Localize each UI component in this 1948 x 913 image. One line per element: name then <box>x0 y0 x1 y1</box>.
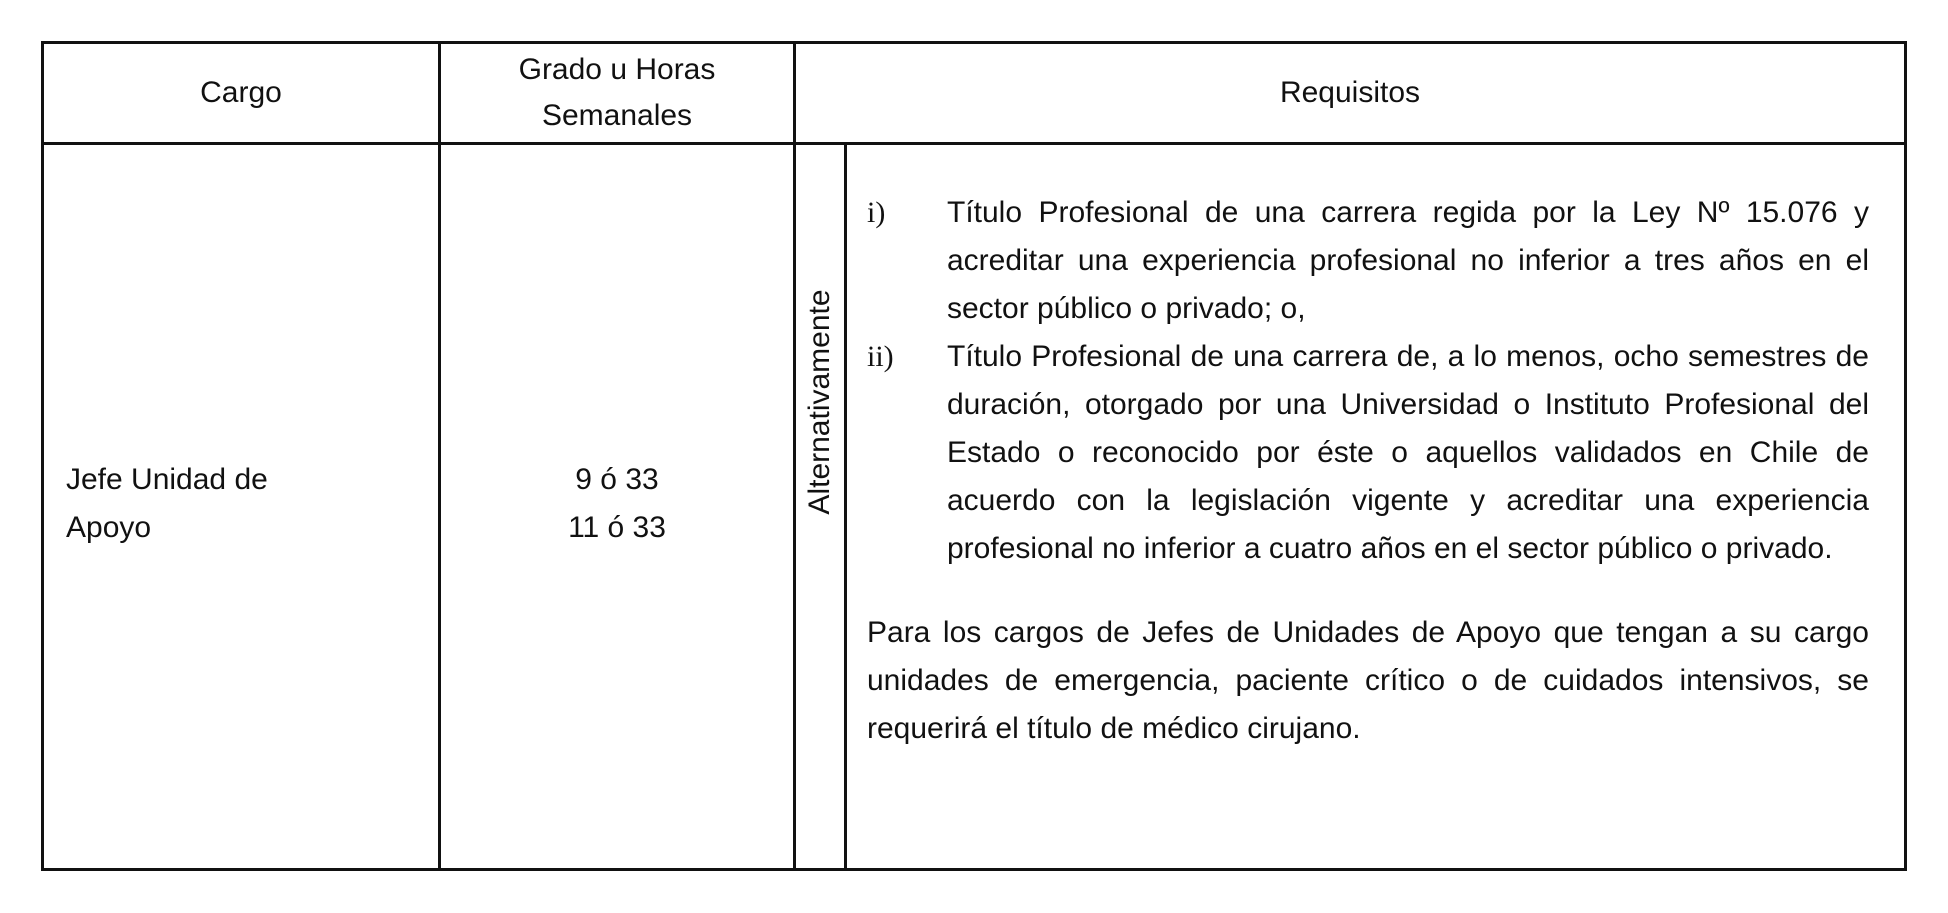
cargo-line1: Jefe Unidad de <box>66 463 268 496</box>
requirement-text-2: Título Profesional de una carrera de, a lo menos, ocho semestres de duración, otorgado por una Universidad o Instituto Profesional del Estado o reconocido por éste o aquellos validados en Chile de acuerdo con la legislación vigente y acreditar una experiencia profesional no inferior a cuatro años en el sector público o privado. <box>947 340 1869 565</box>
grado-line2: 11 ó 33 <box>568 511 666 544</box>
column-divider-3 <box>844 142 847 868</box>
requirement-marker-2: ii) <box>867 340 894 373</box>
cell-side-label <box>796 145 844 868</box>
cargo-line2: Apoyo <box>66 511 152 544</box>
grado-line1: 9 ó 33 <box>575 463 659 496</box>
header-divider <box>44 142 1904 145</box>
requirement-item-2 <box>867 333 1869 573</box>
requirement-note: Para los cargos de Jefes de Unidades de Apoyo que tengan a su cargo unidades de emergencia, paciente crítico o de cuidados intensivos, se requerirá el título de médico cirujano. <box>867 616 1869 745</box>
header-grado-line2: Semanales <box>541 99 693 132</box>
header-grado-line1: Grado u Horas <box>518 53 716 86</box>
header-requisitos-label: Requisitos <box>1279 76 1421 109</box>
requirement-text-1: Título Profesional de una carrera regida por la Ley Nº 15.076 y acreditar una experiencia profesional no inferior a tres años en el sector público o privado; o, <box>947 196 1869 325</box>
header-grado <box>441 44 793 142</box>
header-cargo <box>44 44 438 142</box>
header-requisitos <box>796 44 1904 142</box>
requirement-item-1 <box>867 189 1869 333</box>
cell-grado <box>441 456 793 552</box>
alternativamente-label: Alternativamente <box>803 289 836 515</box>
header-cargo-label: Cargo <box>200 76 282 109</box>
requirements-table <box>41 41 1907 871</box>
cell-cargo <box>66 456 426 552</box>
requirement-marker-1: i) <box>867 196 886 229</box>
requirements-list <box>867 189 1869 753</box>
